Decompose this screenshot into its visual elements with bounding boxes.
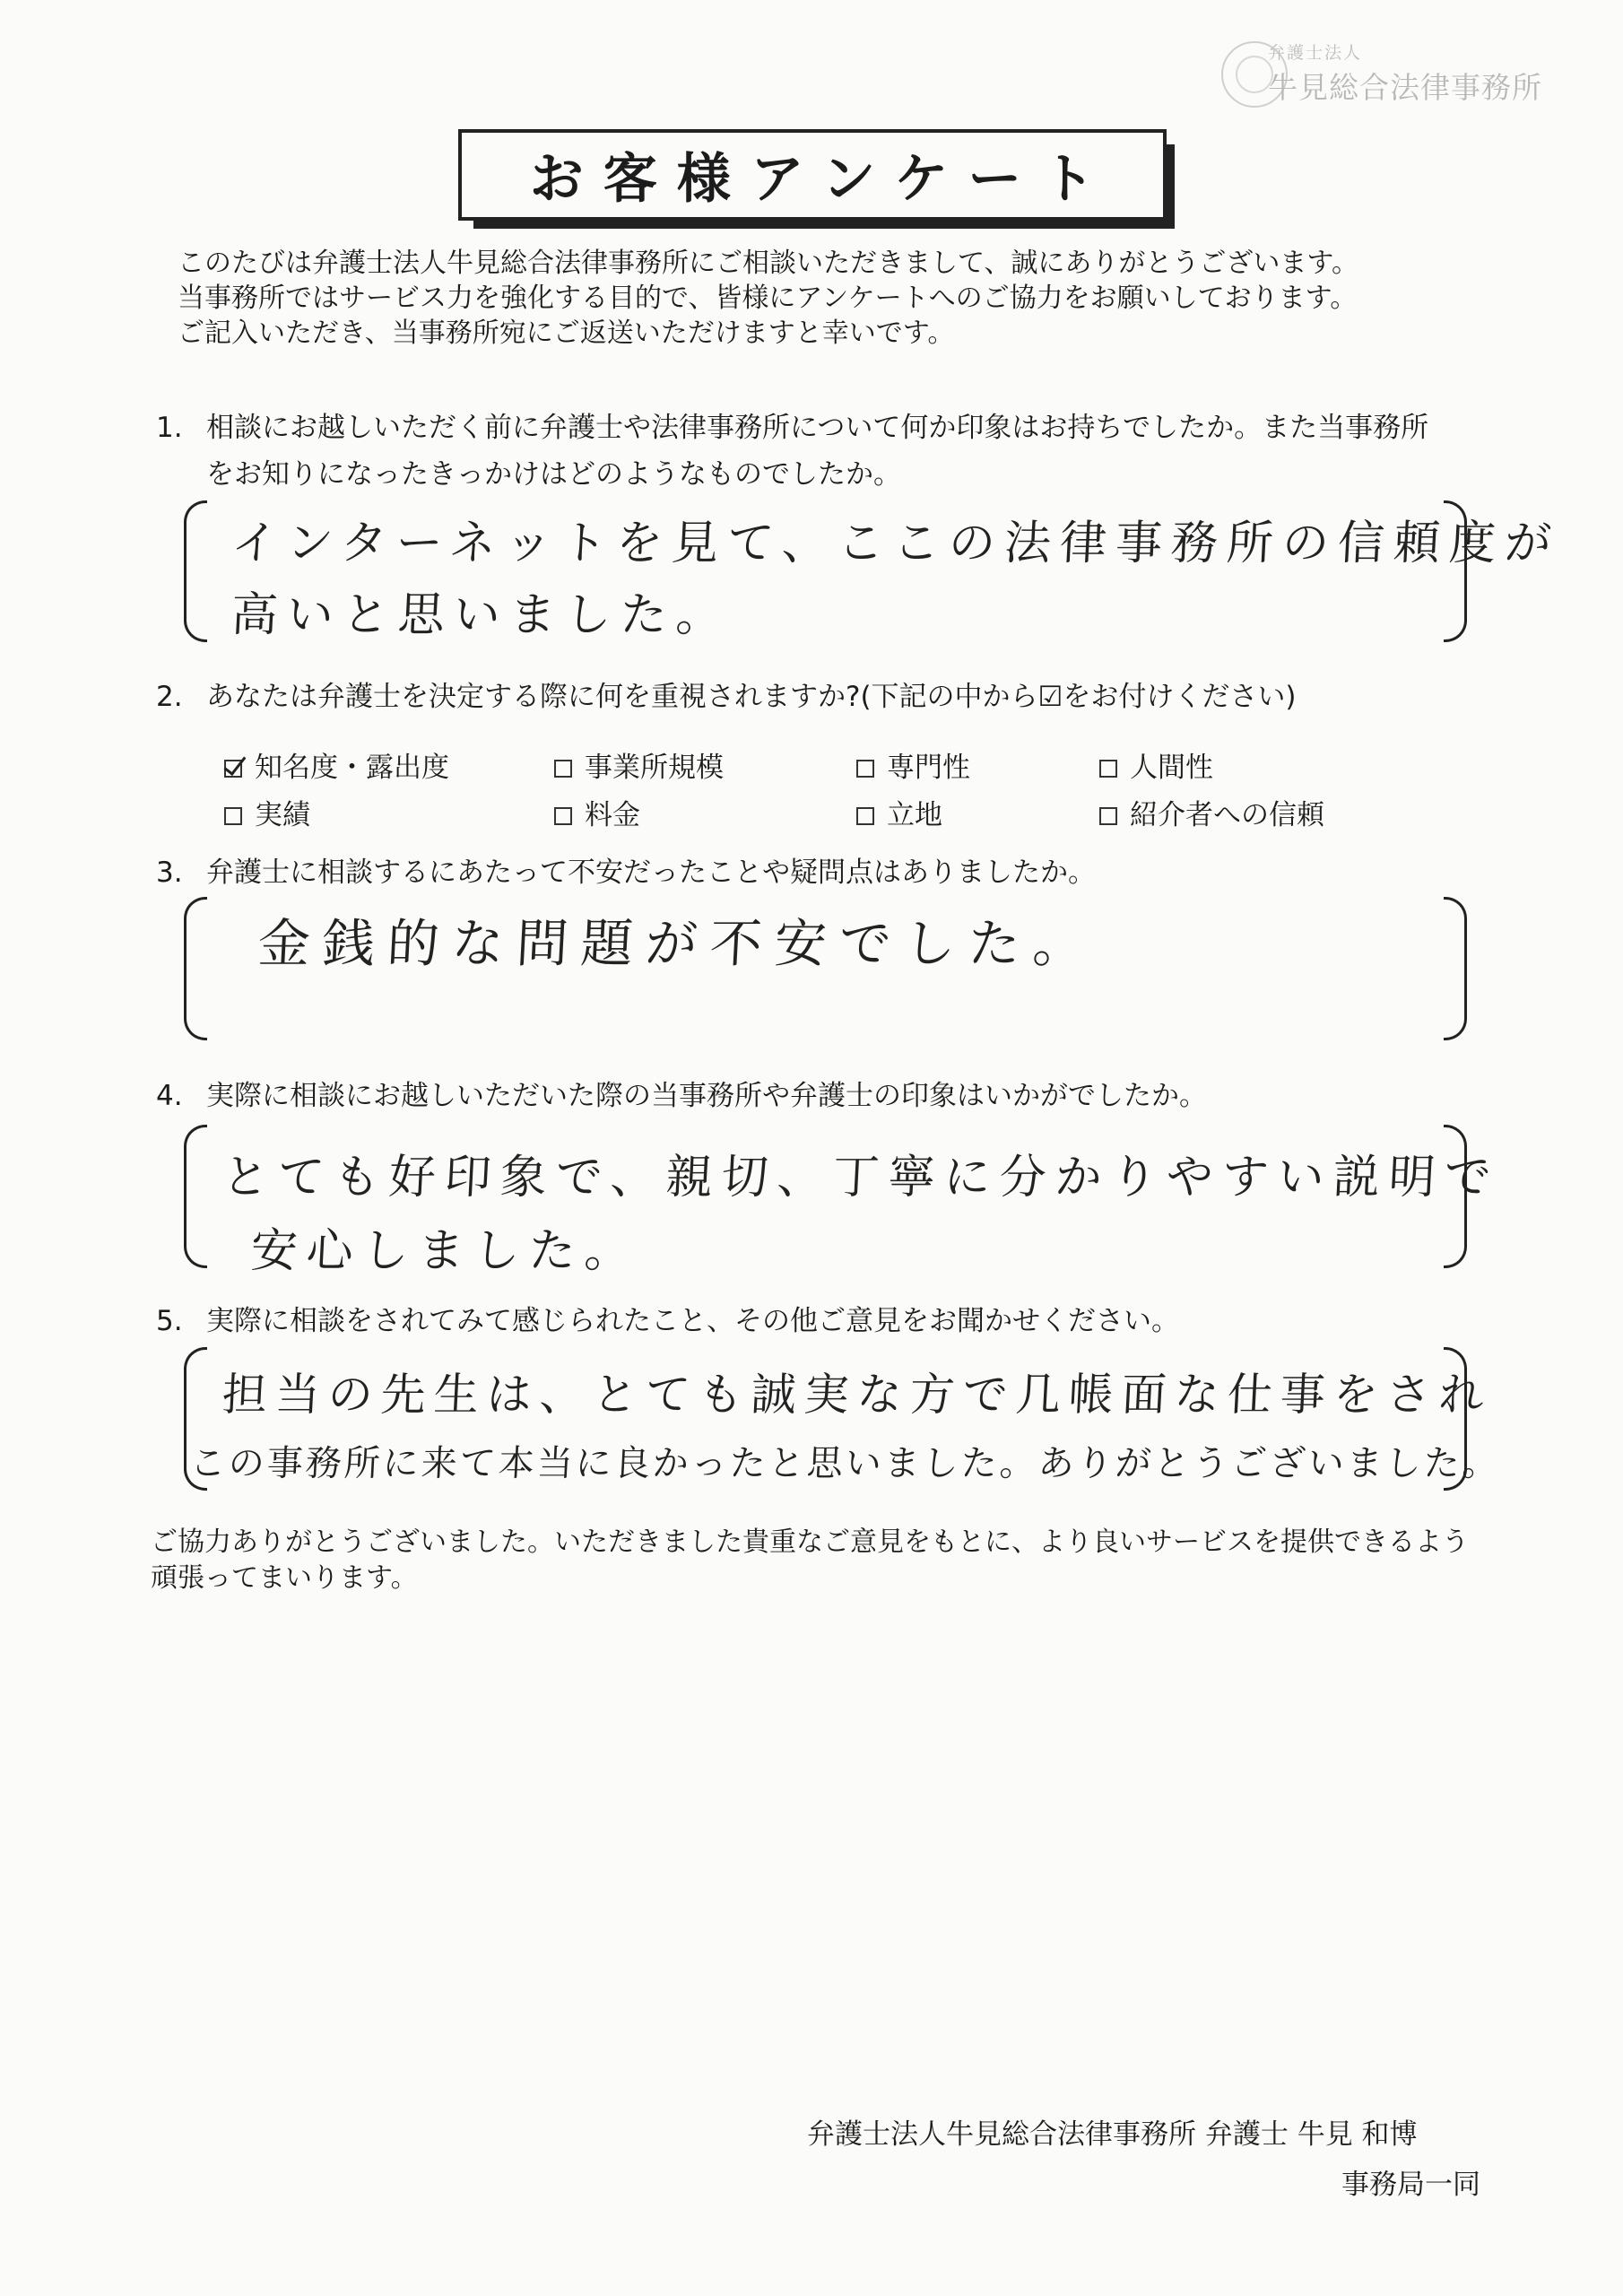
question-number: 4. <box>156 1080 183 1112</box>
question-text: 実際に相談をされてみて感じられたこと、その他ご意見をお聞かせください。 <box>206 1305 1179 1337</box>
option-office-size[interactable] <box>554 744 724 785</box>
answer-bracket-left <box>184 1125 207 1268</box>
checkbox-icon[interactable] <box>554 807 572 825</box>
checkbox-icon[interactable] <box>856 760 874 778</box>
checkbox-icon[interactable] <box>1099 807 1117 825</box>
option-location[interactable] <box>856 792 942 832</box>
checkbox-icon[interactable] <box>1099 760 1117 778</box>
question-text: 弁護士に相談するにあたって不安だったことや疑問点はありましたか。 <box>206 857 1096 889</box>
answer-bracket-left <box>184 500 207 642</box>
handwritten-answer-4: とても好印象で、親切、丁寧に分かりやすい説明で <box>221 1151 1502 1205</box>
checkbox-icon[interactable] <box>856 807 874 825</box>
handwritten-answer-1: インターネットを見て、ここの法律事務所の信頼度が <box>230 517 1562 570</box>
closing-text <box>151 1525 1469 1596</box>
option-expertise[interactable] <box>856 744 970 785</box>
question-text: 実際に相談にお越しいただいた際の当事務所や弁護士の印象はいかがでしたか。 <box>206 1080 1207 1112</box>
option-awareness[interactable] <box>224 744 449 785</box>
intro-line: 当事務所ではサービス力を強化する目的で、皆様にアンケートへのご協力をお願いしております。 <box>178 283 1358 314</box>
question-2 <box>156 674 1296 720</box>
handwritten-answer-4b: 安心しました。 <box>249 1224 642 1278</box>
logo-main-text: 牛見総合法律事務所 <box>1268 70 1542 105</box>
firm-logo <box>1221 39 1562 111</box>
question-text: あなたは弁護士を決定する際に何を重視されますか?(下記の中から☑をお付けください) <box>206 681 1297 713</box>
closing-line: ご協力ありがとうございました。いただきました貴重なご意見をもとに、より良いサービスを提供できるよう <box>151 1526 1469 1558</box>
handwritten-answer-5b: この事務所に来て本当に良かったと思いました。ありがとうございました。 <box>188 1443 1503 1484</box>
option-personality[interactable] <box>1099 744 1213 785</box>
question-text: 相談にお越しいただく前に弁護士や法律事務所について何か印象はお持ちでしたか。また当事務所 <box>206 412 1429 444</box>
intro-line: ご記入いただき、当事務所宛にご返送いただけますと幸いです。 <box>178 317 955 349</box>
option-label: 実績 <box>255 799 310 831</box>
handwritten-answer-3: 金銭的な問題が不安でした。 <box>256 913 1099 974</box>
option-label: 紹介者への信頼 <box>1130 799 1324 831</box>
question-4 <box>156 1073 1207 1119</box>
intro-text <box>178 246 1451 351</box>
handwritten-answer-1b: 高いと思いました。 <box>230 588 733 642</box>
option-track-record[interactable] <box>224 792 310 832</box>
question-number: 3. <box>156 857 183 889</box>
question-number: 1. <box>156 412 183 444</box>
page-title: お客様アンケート <box>529 148 1115 211</box>
answer-bracket-left <box>184 897 207 1040</box>
option-label: 立地 <box>887 799 942 831</box>
title-box <box>458 129 1167 221</box>
question-5 <box>156 1298 1179 1344</box>
checkbox-icon[interactable] <box>554 760 572 778</box>
answer-bracket-right <box>1444 897 1467 1040</box>
option-label: 専門性 <box>887 752 970 784</box>
checkbox-icon[interactable] <box>224 807 242 825</box>
question-1-line2: をお知りになったきっかけはどのようなものでしたか。 <box>206 458 901 491</box>
closing-line: 頑張ってまいります。 <box>151 1562 418 1594</box>
question-number: 5. <box>156 1305 183 1337</box>
option-label: 知名度・露出度 <box>255 752 449 784</box>
option-label: 料金 <box>585 799 640 831</box>
signature-firm: 弁護士法人牛見総合法律事務所 弁護士 牛見 和博 <box>807 2118 1418 2151</box>
intro-line: このたびは弁護士法人牛見総合法律事務所にご相談いただきまして、誠にありがとうございます。 <box>178 248 1358 279</box>
question-3 <box>156 849 1096 896</box>
checkbox-checked-icon[interactable] <box>224 760 242 778</box>
option-label: 人間性 <box>1130 752 1213 784</box>
question-1 <box>156 404 1428 451</box>
option-referrer-trust[interactable] <box>1099 792 1324 832</box>
handwritten-answer-5: 担当の先生は、とても誠実な方で几帳面な仕事をされ <box>221 1369 1494 1421</box>
logo-small-text: 弁護士法人 <box>1268 43 1363 63</box>
option-label: 事業所規模 <box>585 752 724 784</box>
question-number: 2. <box>156 681 183 713</box>
option-fee[interactable] <box>554 792 640 832</box>
signature-staff: 事務局一同 <box>1341 2169 1480 2201</box>
